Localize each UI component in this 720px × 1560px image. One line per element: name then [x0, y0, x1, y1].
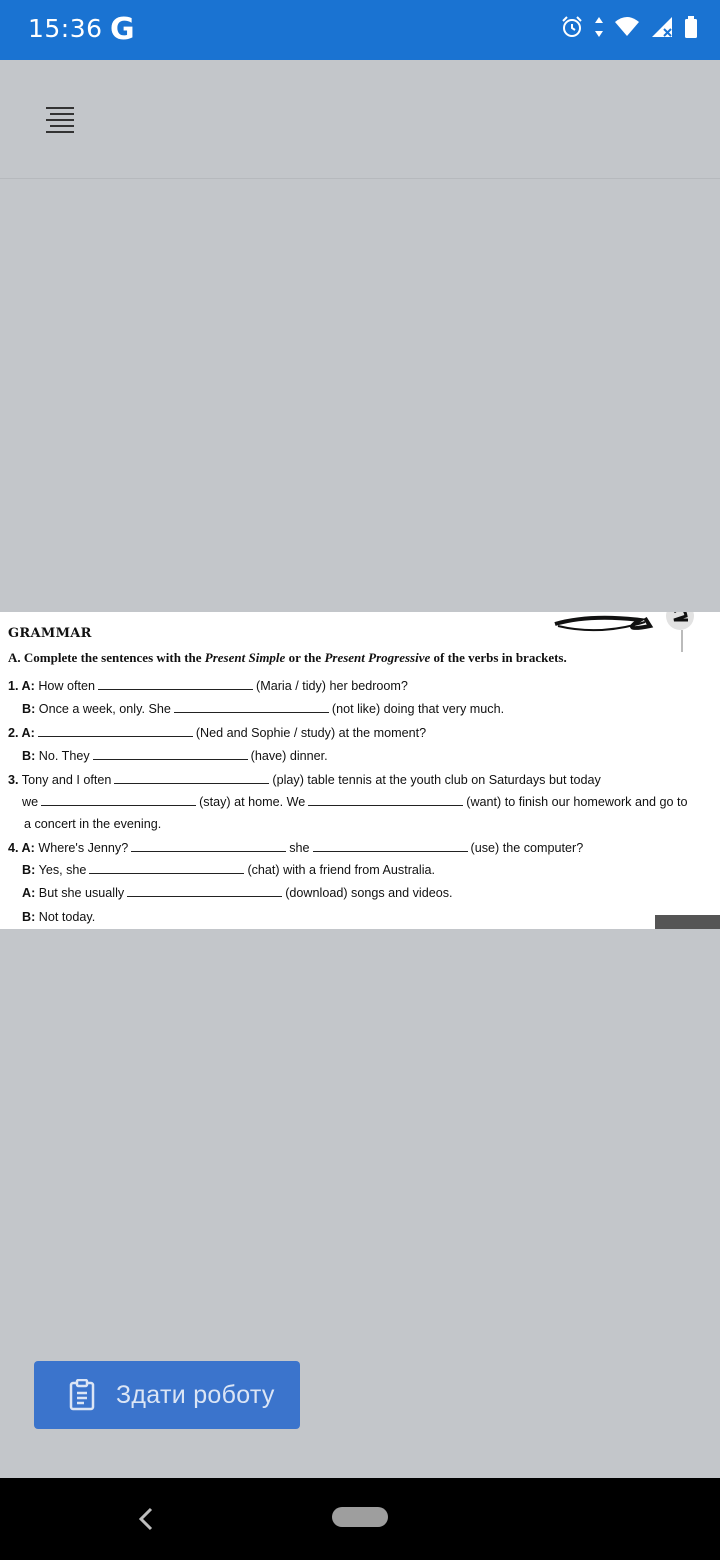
navigation-bar — [0, 1478, 720, 1560]
status-time: 15:36 — [28, 14, 103, 43]
exercise-line: we (stay) at home. We (want) to finish our homework and go to — [22, 795, 688, 809]
exercise-line: 1. A: How often (Maria / tidy) her bedroom? — [8, 679, 408, 693]
status-bar — [0, 0, 720, 60]
battery-icon — [684, 15, 698, 39]
exercise-line: B: Once a week, only. She (not like) doing that very much. — [22, 702, 505, 716]
worksheet-title: GRAMMAR — [8, 626, 92, 641]
clipboard-icon — [68, 1379, 96, 1411]
submit-work-label: Здати роботу — [116, 1380, 275, 1409]
exercise-line: A: But she usually (download) songs and videos. — [22, 886, 453, 900]
exercise-line: 3. Tony and I often (play) table tennis at the youth club on Saturdays but today — [8, 773, 601, 787]
corner-thumbnail — [655, 915, 720, 929]
exercise-line: 2. A: (Ned and Sophie / study) at the moment? — [8, 726, 427, 740]
worksheet-instruction: A. Complete the sentences with the Present Simple or the Present Progressive of the verbs in brackets. — [8, 650, 567, 665]
data-arrows-icon — [594, 15, 604, 39]
worksheet-image — [0, 612, 720, 929]
back-chevron-icon[interactable] — [135, 1506, 157, 1532]
network-label: 4 — [629, 29, 636, 39]
exercise-line: B: Yes, she (chat) with a friend from Australia. — [22, 863, 436, 877]
exercise-line: B: Not today. — [22, 910, 96, 924]
google-g-icon: G — [110, 12, 135, 47]
home-pill-icon[interactable] — [332, 1507, 388, 1527]
status-icons — [560, 15, 698, 39]
signal-icon — [650, 15, 674, 39]
toolbar — [0, 60, 720, 179]
exercise-line: B: No. They (have) dinner. — [22, 749, 328, 763]
exercise-line: a concert in the evening. — [24, 817, 162, 831]
graffiti-logo-icon — [550, 612, 720, 658]
submit-work-button[interactable] — [34, 1361, 300, 1429]
wifi-icon — [614, 15, 640, 39]
alarm-icon — [560, 15, 584, 39]
menu-lines-icon[interactable] — [40, 104, 80, 136]
exercise-line: 4. A: Where's Jenny? she (use) the computer? — [8, 841, 584, 855]
